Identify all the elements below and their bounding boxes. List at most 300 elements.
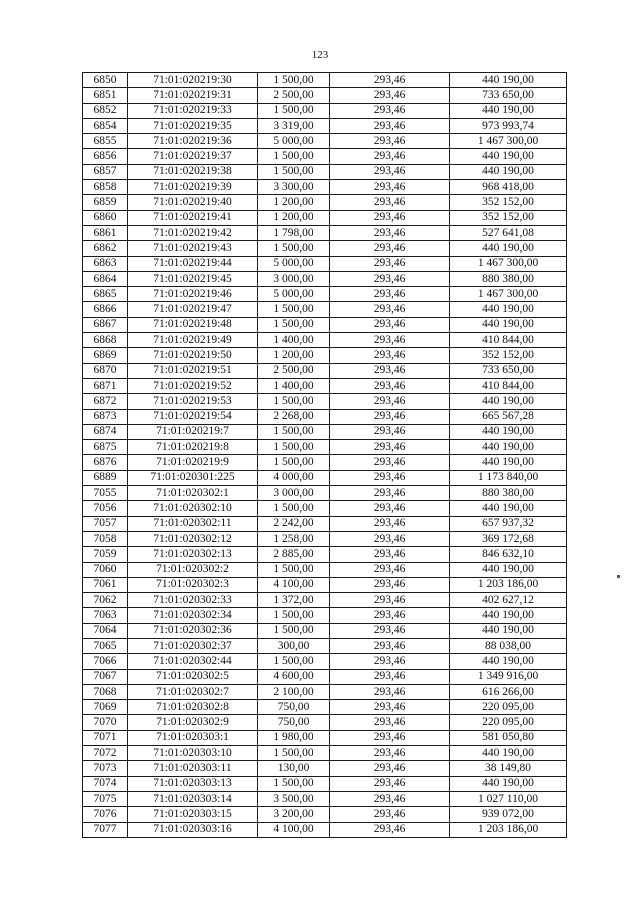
- table-row: [83, 776, 567, 791]
- row-number-cell: 7068: [83, 684, 128, 699]
- cadastral-number-cell: 71:01:020219:30: [128, 73, 258, 88]
- rate-cell: 293,46: [330, 700, 450, 715]
- table-row: [83, 210, 567, 225]
- rate-cell: 293,46: [330, 455, 450, 470]
- rate-cell: 293,46: [330, 638, 450, 653]
- table-row: [83, 134, 567, 149]
- table-row: [83, 470, 567, 485]
- table-row: [83, 333, 567, 348]
- table-row: [83, 623, 567, 638]
- row-number-cell: 6869: [83, 348, 128, 363]
- table-row: [83, 225, 567, 240]
- area-cell: 1 798,00: [258, 225, 330, 240]
- rate-cell: 293,46: [330, 363, 450, 378]
- table-row: [83, 669, 567, 684]
- area-cell: 3 000,00: [258, 486, 330, 501]
- rate-cell: 293,46: [330, 317, 450, 332]
- rate-cell: 293,46: [330, 730, 450, 745]
- table-row: [83, 700, 567, 715]
- table-row: [83, 516, 567, 531]
- cadastral-number-cell: 71:01:020219:47: [128, 302, 258, 317]
- area-cell: 1 500,00: [258, 455, 330, 470]
- row-number-cell: 6856: [83, 149, 128, 164]
- cadastral-value-cell: 527 641,08: [450, 225, 567, 240]
- cadastral-value-cell: 440 190,00: [450, 241, 567, 256]
- rate-cell: 293,46: [330, 791, 450, 806]
- row-number-cell: 6857: [83, 164, 128, 179]
- area-cell: 1 500,00: [258, 776, 330, 791]
- rate-cell: 293,46: [330, 516, 450, 531]
- cadastral-value-cell: 846 632,10: [450, 547, 567, 562]
- area-cell: 2 242,00: [258, 516, 330, 531]
- table-row: [83, 486, 567, 501]
- row-number-cell: 6864: [83, 271, 128, 286]
- rate-cell: 293,46: [330, 623, 450, 638]
- rate-cell: 293,46: [330, 164, 450, 179]
- table-row: [83, 501, 567, 516]
- area-cell: 5 000,00: [258, 256, 330, 271]
- table-row: [83, 118, 567, 133]
- cadastral-value-cell: 440 190,00: [450, 608, 567, 623]
- row-number-cell: 7072: [83, 746, 128, 761]
- area-cell: 750,00: [258, 715, 330, 730]
- area-cell: 3 500,00: [258, 791, 330, 806]
- cadastral-number-cell: 71:01:020219:35: [128, 118, 258, 133]
- row-number-cell: 7055: [83, 486, 128, 501]
- rate-cell: 293,46: [330, 654, 450, 669]
- area-cell: 1 200,00: [258, 210, 330, 225]
- area-cell: 4 100,00: [258, 822, 330, 837]
- cadastral-number-cell: 71:01:020302:11: [128, 516, 258, 531]
- cadastral-number-cell: 71:01:020219:46: [128, 287, 258, 302]
- cadastral-number-cell: 71:01:020219:41: [128, 210, 258, 225]
- row-number-cell: 7057: [83, 516, 128, 531]
- cadastral-number-cell: 71:01:020302:7: [128, 684, 258, 699]
- area-cell: 3 200,00: [258, 807, 330, 822]
- row-number-cell: 7065: [83, 638, 128, 653]
- cadastral-number-cell: 71:01:020303:10: [128, 746, 258, 761]
- area-cell: 1 500,00: [258, 317, 330, 332]
- cadastral-number-cell: 71:01:020219:45: [128, 271, 258, 286]
- cadastral-value-cell: 733 650,00: [450, 88, 567, 103]
- cadastral-value-cell: 1 203 186,00: [450, 822, 567, 837]
- cadastral-number-cell: 71:01:020302:36: [128, 623, 258, 638]
- cadastral-number-cell: 71:01:020219:9: [128, 455, 258, 470]
- area-cell: 1 500,00: [258, 440, 330, 455]
- table-row: [83, 715, 567, 730]
- area-cell: 5 000,00: [258, 134, 330, 149]
- area-cell: 1 372,00: [258, 593, 330, 608]
- area-cell: 2 100,00: [258, 684, 330, 699]
- table-row: [83, 684, 567, 699]
- area-cell: 1 500,00: [258, 501, 330, 516]
- row-number-cell: 6858: [83, 180, 128, 195]
- area-cell: 1 400,00: [258, 378, 330, 393]
- rate-cell: 293,46: [330, 256, 450, 271]
- row-number-cell: 6852: [83, 103, 128, 118]
- area-cell: 1 500,00: [258, 654, 330, 669]
- cadastral-value-cell: 1 173 840,00: [450, 470, 567, 485]
- cadastral-value-cell: 973 993,74: [450, 118, 567, 133]
- table-row: [83, 271, 567, 286]
- table-row: [83, 241, 567, 256]
- row-number-cell: 7064: [83, 623, 128, 638]
- cadastral-number-cell: 71:01:020302:13: [128, 547, 258, 562]
- cadastral-number-cell: 71:01:020219:37: [128, 149, 258, 164]
- table-row: [83, 608, 567, 623]
- row-number-cell: 7076: [83, 807, 128, 822]
- table-row: [83, 363, 567, 378]
- cadastral-value-cell: 440 190,00: [450, 455, 567, 470]
- table-row: [83, 317, 567, 332]
- rate-cell: 293,46: [330, 807, 450, 822]
- table-row: [83, 256, 567, 271]
- cadastral-number-cell: 71:01:020302:2: [128, 562, 258, 577]
- area-cell: 1 500,00: [258, 73, 330, 88]
- row-number-cell: 7074: [83, 776, 128, 791]
- cadastral-number-cell: 71:01:020303:11: [128, 761, 258, 776]
- row-number-cell: 6870: [83, 363, 128, 378]
- area-cell: 1 980,00: [258, 730, 330, 745]
- table-row: [83, 562, 567, 577]
- row-number-cell: 7063: [83, 608, 128, 623]
- cadastral-number-cell: 71:01:020219:8: [128, 440, 258, 455]
- table-row: [83, 164, 567, 179]
- cadastral-number-cell: 71:01:020219:53: [128, 394, 258, 409]
- cadastral-value-cell: 440 190,00: [450, 103, 567, 118]
- table-row: [83, 88, 567, 103]
- cadastral-number-cell: 71:01:020302:44: [128, 654, 258, 669]
- table-row: [83, 180, 567, 195]
- area-cell: 1 500,00: [258, 241, 330, 256]
- rate-cell: 293,46: [330, 684, 450, 699]
- table-row: [83, 746, 567, 761]
- area-cell: 2 268,00: [258, 409, 330, 424]
- rate-cell: 293,46: [330, 134, 450, 149]
- cadastral-number-cell: 71:01:020219:50: [128, 348, 258, 363]
- cadastral-value-cell: 657 937,32: [450, 516, 567, 531]
- row-number-cell: 6871: [83, 378, 128, 393]
- row-number-cell: 6866: [83, 302, 128, 317]
- row-number-cell: 6850: [83, 73, 128, 88]
- cadastral-number-cell: 71:01:020302:1: [128, 486, 258, 501]
- area-cell: 2 885,00: [258, 547, 330, 562]
- cadastral-number-cell: 71:01:020303:1: [128, 730, 258, 745]
- row-number-cell: 6863: [83, 256, 128, 271]
- cadastral-number-cell: 71:01:020219:52: [128, 378, 258, 393]
- page-number: 123: [311, 49, 329, 61]
- rate-cell: 293,46: [330, 287, 450, 302]
- rate-cell: 293,46: [330, 394, 450, 409]
- cadastral-value-cell: 616 266,00: [450, 684, 567, 699]
- cadastral-number-cell: 71:01:020302:33: [128, 593, 258, 608]
- table-row: [83, 761, 567, 776]
- rate-cell: 293,46: [330, 302, 450, 317]
- table-row: [83, 730, 567, 745]
- cadastral-value-cell: 352 152,00: [450, 348, 567, 363]
- table-row: [83, 822, 567, 837]
- rate-cell: 293,46: [330, 271, 450, 286]
- cadastral-number-cell: 71:01:020219:31: [128, 88, 258, 103]
- rate-cell: 293,46: [330, 195, 450, 210]
- table-row: [83, 638, 567, 653]
- row-number-cell: 7075: [83, 791, 128, 806]
- area-cell: 4 100,00: [258, 577, 330, 592]
- row-number-cell: 7073: [83, 761, 128, 776]
- area-cell: 300,00: [258, 638, 330, 653]
- cadastral-value-cell: 1 349 916,00: [450, 669, 567, 684]
- rate-cell: 293,46: [330, 378, 450, 393]
- row-number-cell: 6861: [83, 225, 128, 240]
- row-number-cell: 6876: [83, 455, 128, 470]
- area-cell: 1 500,00: [258, 164, 330, 179]
- area-cell: 750,00: [258, 700, 330, 715]
- area-cell: 1 200,00: [258, 195, 330, 210]
- rate-cell: 293,46: [330, 593, 450, 608]
- table-row: [83, 807, 567, 822]
- row-number-cell: 6889: [83, 470, 128, 485]
- rate-cell: 293,46: [330, 103, 450, 118]
- rate-cell: 293,46: [330, 424, 450, 439]
- table-row: [83, 409, 567, 424]
- cadastral-value-cell: 402 627,12: [450, 593, 567, 608]
- cadastral-value-cell: 1 467 300,00: [450, 256, 567, 271]
- area-cell: 1 500,00: [258, 424, 330, 439]
- cadastral-value-cell: 440 190,00: [450, 623, 567, 638]
- row-number-cell: 6851: [83, 88, 128, 103]
- table-row: [83, 547, 567, 562]
- row-number-cell: 7059: [83, 547, 128, 562]
- cadastral-number-cell: 71:01:020302:34: [128, 608, 258, 623]
- cadastral-number-cell: 71:01:020219:49: [128, 333, 258, 348]
- area-cell: 5 000,00: [258, 287, 330, 302]
- cadastral-number-cell: 71:01:020302:8: [128, 700, 258, 715]
- rate-cell: 293,46: [330, 73, 450, 88]
- row-number-cell: 7056: [83, 501, 128, 516]
- cadastral-number-cell: 71:01:020302:10: [128, 501, 258, 516]
- cadastral-number-cell: 71:01:020219:7: [128, 424, 258, 439]
- table-row: [83, 103, 567, 118]
- cadastral-value-cell: 440 190,00: [450, 501, 567, 516]
- cadastral-number-cell: 71:01:020219:54: [128, 409, 258, 424]
- rate-cell: 293,46: [330, 118, 450, 133]
- row-number-cell: 6875: [83, 440, 128, 455]
- area-cell: 1 500,00: [258, 623, 330, 638]
- cadastral-value-cell: 1 467 300,00: [450, 134, 567, 149]
- table-row: [83, 348, 567, 363]
- table-row: [83, 394, 567, 409]
- cadastral-value-cell: 1 467 300,00: [450, 287, 567, 302]
- area-cell: 3 000,00: [258, 271, 330, 286]
- row-number-cell: 6868: [83, 333, 128, 348]
- cadastral-number-cell: 71:01:020301:225: [128, 470, 258, 485]
- table-row: [83, 654, 567, 669]
- row-number-cell: 6872: [83, 394, 128, 409]
- rate-cell: 293,46: [330, 746, 450, 761]
- cadastral-value-cell: 440 190,00: [450, 73, 567, 88]
- rate-cell: 293,46: [330, 180, 450, 195]
- cadastral-number-cell: 71:01:020219:48: [128, 317, 258, 332]
- cadastral-value-cell: 440 190,00: [450, 654, 567, 669]
- row-number-cell: 7077: [83, 822, 128, 837]
- area-cell: 1 500,00: [258, 103, 330, 118]
- table-row: [83, 531, 567, 546]
- rate-cell: 293,46: [330, 486, 450, 501]
- row-number-cell: 6865: [83, 287, 128, 302]
- cadastral-value-cell: 1 203 186,00: [450, 577, 567, 592]
- cadastral-number-cell: 71:01:020303:15: [128, 807, 258, 822]
- table-row: [83, 287, 567, 302]
- table-row: [83, 455, 567, 470]
- row-number-cell: 6859: [83, 195, 128, 210]
- cadastral-value-cell: 220 095,00: [450, 715, 567, 730]
- cadastral-number-cell: 71:01:020302:5: [128, 669, 258, 684]
- cadastral-number-cell: 71:01:020219:36: [128, 134, 258, 149]
- rate-cell: 293,46: [330, 409, 450, 424]
- table-row: [83, 73, 567, 88]
- cadastral-value-cell: 440 190,00: [450, 746, 567, 761]
- rate-cell: 293,46: [330, 776, 450, 791]
- row-number-cell: 6862: [83, 241, 128, 256]
- row-number-cell: 7061: [83, 577, 128, 592]
- cadastral-value-cell: 440 190,00: [450, 394, 567, 409]
- row-number-cell: 7069: [83, 700, 128, 715]
- cadastral-number-cell: 71:01:020219:44: [128, 256, 258, 271]
- table-row: [83, 791, 567, 806]
- cadastral-value-cell: 440 190,00: [450, 440, 567, 455]
- rate-cell: 293,46: [330, 210, 450, 225]
- table-row: [83, 424, 567, 439]
- row-number-cell: 7067: [83, 669, 128, 684]
- cadastral-number-cell: 71:01:020219:42: [128, 225, 258, 240]
- cadastral-value-cell: 880 380,00: [450, 486, 567, 501]
- cadastral-number-cell: 71:01:020302:3: [128, 577, 258, 592]
- rate-cell: 293,46: [330, 562, 450, 577]
- scan-speck: [617, 575, 620, 578]
- area-cell: 2 500,00: [258, 88, 330, 103]
- cadastral-value-cell: 939 072,00: [450, 807, 567, 822]
- cadastral-value-cell: 440 190,00: [450, 149, 567, 164]
- cadastral-value-cell: 369 172,68: [450, 531, 567, 546]
- cadastral-number-cell: 71:01:020303:13: [128, 776, 258, 791]
- rate-cell: 293,46: [330, 88, 450, 103]
- rate-cell: 293,46: [330, 225, 450, 240]
- cadastral-number-cell: 71:01:020303:14: [128, 791, 258, 806]
- area-cell: 1 500,00: [258, 746, 330, 761]
- cadastral-number-cell: 71:01:020302:37: [128, 638, 258, 653]
- cadastral-number-cell: 71:01:020219:40: [128, 195, 258, 210]
- rate-cell: 293,46: [330, 348, 450, 363]
- cadastral-value-cell: 88 038,00: [450, 638, 567, 653]
- cadastral-number-cell: 71:01:020219:38: [128, 164, 258, 179]
- rate-cell: 293,46: [330, 577, 450, 592]
- rate-cell: 293,46: [330, 531, 450, 546]
- rate-cell: 293,46: [330, 822, 450, 837]
- rate-cell: 293,46: [330, 333, 450, 348]
- cadastral-value-cell: 440 190,00: [450, 302, 567, 317]
- rate-cell: 293,46: [330, 547, 450, 562]
- cadastral-value-cell: 440 190,00: [450, 776, 567, 791]
- table-row: [83, 440, 567, 455]
- cadastral-value-cell: 665 567,28: [450, 409, 567, 424]
- row-number-cell: 7070: [83, 715, 128, 730]
- row-number-cell: 7058: [83, 531, 128, 546]
- table-row: [83, 577, 567, 592]
- area-cell: 1 500,00: [258, 149, 330, 164]
- cadastral-value-cell: 1 027 110,00: [450, 791, 567, 806]
- cadastral-value-cell: 440 190,00: [450, 424, 567, 439]
- row-number-cell: 6873: [83, 409, 128, 424]
- rate-cell: 293,46: [330, 440, 450, 455]
- cadastral-number-cell: 71:01:020302:12: [128, 531, 258, 546]
- area-cell: 4 000,00: [258, 470, 330, 485]
- row-number-cell: 7060: [83, 562, 128, 577]
- cadastral-value-cell: 410 844,00: [450, 378, 567, 393]
- row-number-cell: 7066: [83, 654, 128, 669]
- cadastral-value-cell: 38 149,80: [450, 761, 567, 776]
- area-cell: 1 258,00: [258, 531, 330, 546]
- cadastral-number-cell: 71:01:020219:51: [128, 363, 258, 378]
- cadastral-number-cell: 71:01:020219:43: [128, 241, 258, 256]
- cadastral-value-table: [82, 72, 567, 838]
- rate-cell: 293,46: [330, 241, 450, 256]
- cadastral-value-cell: 220 095,00: [450, 700, 567, 715]
- cadastral-value-cell: 968 418,00: [450, 180, 567, 195]
- cadastral-value-cell: 440 190,00: [450, 164, 567, 179]
- area-cell: 1 500,00: [258, 302, 330, 317]
- area-cell: 3 300,00: [258, 180, 330, 195]
- cadastral-value-cell: 352 152,00: [450, 195, 567, 210]
- cadastral-value-cell: 440 190,00: [450, 562, 567, 577]
- area-cell: 1 500,00: [258, 608, 330, 623]
- row-number-cell: 6867: [83, 317, 128, 332]
- rate-cell: 293,46: [330, 470, 450, 485]
- cadastral-value-cell: 880 380,00: [450, 271, 567, 286]
- area-cell: 130,00: [258, 761, 330, 776]
- row-number-cell: 7062: [83, 593, 128, 608]
- area-cell: 1 500,00: [258, 394, 330, 409]
- rate-cell: 293,46: [330, 715, 450, 730]
- row-number-cell: 6874: [83, 424, 128, 439]
- table-row: [83, 302, 567, 317]
- cadastral-number-cell: 71:01:020219:39: [128, 180, 258, 195]
- table-body: [83, 73, 567, 838]
- area-cell: 1 500,00: [258, 562, 330, 577]
- cadastral-value-cell: 440 190,00: [450, 317, 567, 332]
- table-row: [83, 195, 567, 210]
- cadastral-number-cell: 71:01:020303:16: [128, 822, 258, 837]
- area-cell: 1 400,00: [258, 333, 330, 348]
- rate-cell: 293,46: [330, 501, 450, 516]
- table-row: [83, 149, 567, 164]
- area-cell: 1 200,00: [258, 348, 330, 363]
- row-number-cell: 6855: [83, 134, 128, 149]
- cadastral-number-cell: 71:01:020219:33: [128, 103, 258, 118]
- rate-cell: 293,46: [330, 149, 450, 164]
- cadastral-value-cell: 352 152,00: [450, 210, 567, 225]
- row-number-cell: 7071: [83, 730, 128, 745]
- cadastral-value-cell: 581 050,80: [450, 730, 567, 745]
- cadastral-value-cell: 410 844,00: [450, 333, 567, 348]
- area-cell: 4 600,00: [258, 669, 330, 684]
- cadastral-number-cell: 71:01:020302:9: [128, 715, 258, 730]
- cadastral-value-cell: 733 650,00: [450, 363, 567, 378]
- area-cell: 2 500,00: [258, 363, 330, 378]
- table-row: [83, 378, 567, 393]
- row-number-cell: 6860: [83, 210, 128, 225]
- rate-cell: 293,46: [330, 761, 450, 776]
- rate-cell: 293,46: [330, 608, 450, 623]
